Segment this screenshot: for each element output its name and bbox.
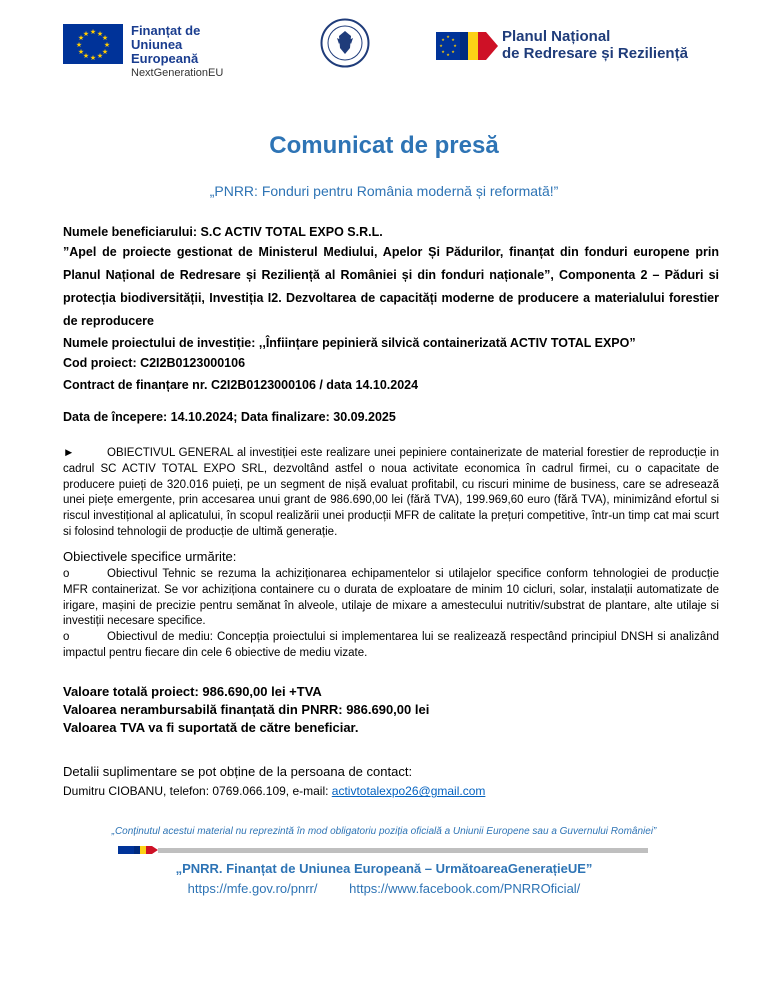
list-item xyxy=(63,630,719,662)
svg-text:★: ★ xyxy=(451,37,455,42)
footer-flag-bar xyxy=(118,846,648,854)
footer-title: „PNRR. Finanțat de Uniunea Europeană – UrmătoareaGenerațieUE” xyxy=(175,861,593,876)
svg-text:★: ★ xyxy=(441,37,445,42)
contract: Contract de finanțare nr. C2I2B0123000106 / data 14.10.2024 xyxy=(63,378,419,393)
svg-text:★: ★ xyxy=(89,54,97,62)
svg-text:★: ★ xyxy=(103,41,111,49)
page-subtitle: „PNRR: Fonduri pentru România modernă și reformată!” xyxy=(209,183,559,199)
svg-text:★: ★ xyxy=(453,43,457,48)
specific-objectives-heading: Obiectivele specifice urmărite: xyxy=(63,549,237,564)
contact-intro: Detalii suplimentare se pot obține de la persoana de contact: xyxy=(63,764,413,779)
pnrr-logo-line2: de Redresare și Reziliență xyxy=(502,45,688,62)
svg-text:★: ★ xyxy=(101,48,109,56)
pnrr-logo-line1: Planul Național xyxy=(502,28,611,45)
non-refundable-value: Valoarea nerambursabilă finanțată din PNRR: 986.690,00 lei xyxy=(63,702,430,717)
pnrr-flag-icon xyxy=(436,28,498,64)
mfe-link[interactable]: https://mfe.gov.ro/pnrr/ xyxy=(187,881,318,896)
project-code: Cod proiect: C2I2B0123000106 xyxy=(63,356,246,371)
svg-text:★: ★ xyxy=(439,43,443,48)
svg-text:★: ★ xyxy=(96,30,104,38)
svg-text:★: ★ xyxy=(75,41,83,49)
list-item xyxy=(63,567,719,630)
svg-text:★: ★ xyxy=(89,28,97,36)
call-description: ”Apel de proiecte gestionat de Ministerul Mediului, Apelor Și Pădurilor, finanțat din fonduri europene prin Planul Național de Redresare și Reziliență al României și din fonduri naționale”, Componenta 2 – Păduri si protecția biodiversității, Investiția I2. Dezvoltarea de capacități moderne de producere a materialului forestier de reproducere xyxy=(63,245,719,329)
eu-logo-line3: NextGenerationEU xyxy=(131,67,224,79)
contact-section xyxy=(63,763,719,800)
project-info xyxy=(63,223,719,395)
objective-text: Obiectivul de mediu: Concepția proiectului si implementarea lui se realizează respectând principiul DNSH si analizând impactul pentru fiecare din cele 6 obiective de mediu vizate. xyxy=(63,631,719,659)
specific-objectives-list xyxy=(63,567,719,662)
page-title: Comunicat de presă xyxy=(269,132,499,159)
project-name: Numele proiectului de investiție: ,,Înființare pepinieră silvică containerizată ACTIV TOTAL EXPO” xyxy=(63,336,636,351)
circle-bullet-icon: o xyxy=(63,631,70,644)
government-seal-logo xyxy=(320,18,370,68)
pnrr-logo xyxy=(436,26,716,66)
objective-text: Obiectivul Tehnic se rezuma la achiziționarea echipamentelor si utilajelor specifice conform tehnologiei de producție MFR containerizat. Se vor achiziționa containere cu o durata de exploatare de minim 10 cicluri, solar, instalații automatizate de irigare, mașini de precizie pentru semănat în alveole, utilaje de mixare a amestecului nutritiv/substrat de plantare, alte utilaje si investiții necesare specifice. xyxy=(63,568,719,628)
svg-text:★: ★ xyxy=(77,48,85,56)
contact-details: Dumitru CIOBANU, telefon: 0769.066.109, e-mail: xyxy=(63,784,332,799)
project-values xyxy=(63,683,719,737)
eu-flag-icon xyxy=(63,24,123,64)
project-dates: Data de începere: 14.10.2024; Data finalizare: 30.09.2025 xyxy=(63,410,396,424)
disclaimer: „Conținutul acestui material nu reprezintă în mod obligatoriu poziția oficială a Uniunii Europene sau a Guvernului României” xyxy=(111,826,657,837)
svg-text:★: ★ xyxy=(451,49,455,54)
svg-text:★: ★ xyxy=(446,52,450,57)
svg-text:★: ★ xyxy=(441,49,445,54)
svg-text:★: ★ xyxy=(446,34,450,39)
general-objective xyxy=(63,446,719,541)
circle-bullet-icon: o xyxy=(63,568,70,580)
svg-text:★: ★ xyxy=(82,30,90,38)
eu-funding-logo xyxy=(63,23,253,79)
facebook-link[interactable]: https://www.facebook.com/PNRROficial/ xyxy=(349,881,581,896)
general-objective-text: OBIECTIVUL GENERAL al investiției este realizare unei pepiniere containerizate de material forestier de reproducție in cadrul SC ACTIV TOTAL EXPO SRL, dezvoltând astfel o noua activitate economica în cadrul firmei, cu o capacitate de producere puieți de 320.016 puieți, pe un segment de nișă evaluat profitabil, cu riscuri minime de business, care se adresează unei piețe emergente, prin accesarea unui grant de 986.690,00 lei (fără TVA), 199.969,60 euro (fără TVA), minimizând efortul si riscul investițional al aplicatului, în scopul realizării unei producții MFR de calitate la prețuri competitive, într-un timp cat mai scurt si folosind tehnologii de producție de ultimă generație. xyxy=(63,447,719,538)
total-value: Valoare totală proiect: 986.690,00 lei +TVA xyxy=(63,684,322,699)
contact-line xyxy=(63,782,719,800)
eu-logo-line2: Uniunea Europeană xyxy=(131,37,199,66)
svg-text:★: ★ xyxy=(77,34,85,42)
arrow-bullet-icon: ► xyxy=(63,447,75,459)
government-seal-icon xyxy=(320,18,370,68)
eu-logo-line1: Finanțat de xyxy=(131,23,201,38)
vat-note: Valoarea TVA va fi suportată de către beneficiar. xyxy=(63,720,359,735)
contact-email-link[interactable]: activtotalexpo26@gmail.com xyxy=(331,784,486,799)
svg-text:★: ★ xyxy=(82,52,90,60)
beneficiary: Numele beneficiarului: S.C ACTIV TOTAL EXPO S.R.L. xyxy=(63,225,383,239)
footer-links xyxy=(0,881,768,896)
svg-text:★: ★ xyxy=(101,34,109,42)
svg-text:★: ★ xyxy=(96,52,104,60)
